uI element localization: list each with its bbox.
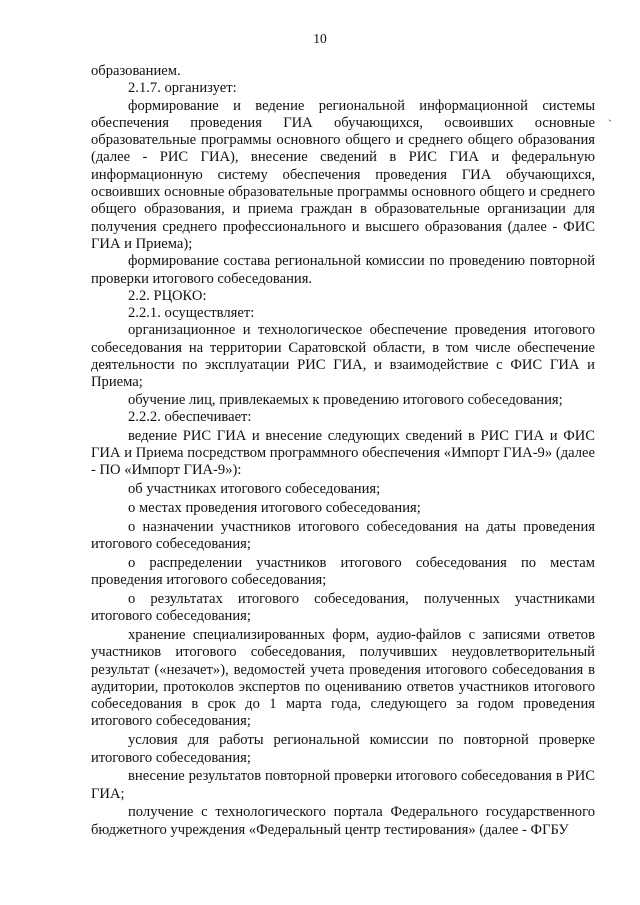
paragraph-results-entry: внесение результатов повторной проверки итогового собеседования в РИС ГИА; xyxy=(91,768,595,802)
clause-2-2-1: 2.2.1. осуществляет: xyxy=(128,305,255,322)
list-item: о назначении участников итогового собеседования на даты проведения итогового собеседования; xyxy=(91,518,595,553)
list-item: о местах проведения итогового собеседования; xyxy=(128,499,421,516)
section-2-2: 2.2. РЦОКО: xyxy=(128,287,207,304)
paragraph-ris-gia: формирование и ведение региональной информационной системы обеспечения проведения ГИА обучающихся, освоивших основные образовательные программы основного общего и среднего общего образования (далее - РИС ГИА), внесение сведений в РИС ГИА и федеральную информационную систему обеспечения проведения ГИА обучающихся, освоивших основные образовательные программы основного общего и среднего общего образования, и приема граждан в образовательные организации для получения среднего профессионального и высшего образования (далее - ФИС ГИА и Приема); xyxy=(91,97,595,252)
paragraph-storage: хранение специализированных форм, аудио-файлов с записями ответов участников итогового собеседования, получивших неудовлетворительный результат («незачет»), ведомостей учета проведения итогового собеседования в аудитории, протоколов экспертов по оцениванию ответов участников итогового собеседования в срок до 1 марта года, следующего за годом проведения итогового собеседования; xyxy=(91,627,595,730)
paragraph-portal: получение с технологического портала Федерального государственного бюджетного учреждения «Федеральный центр тестирования» (далее - ФГБУ xyxy=(91,804,595,838)
paragraph-import-software: ведение РИС ГИА и внесение следующих сведений в РИС ГИА и ФИС ГИА и Приема посредством программного обеспечения «Импорт ГИА-9» (далее - ПО «Импорт ГИА-9»): xyxy=(91,427,595,479)
paragraph-continuation: образованием. xyxy=(91,63,181,79)
clause-2-2-2: 2.2.2. обеспечивает: xyxy=(128,408,252,425)
list-item: о результатах итогового собеседования, полученных участниками итогового собеседования; xyxy=(91,590,595,625)
list-item: о распределении участников итогового собеседования по местам проведения итогового собеседования; xyxy=(91,554,595,589)
scan-mark: ` xyxy=(608,117,612,131)
paragraph-conditions: условия для работы региональной комиссии по повторной проверке итогового собеседования; xyxy=(91,732,595,766)
paragraph-org-support: организационное и технологическое обеспечение проведения итогового собеседования на территории Саратовской области, в том числе обеспечение деятельности по эксплуатации РИС ГИА, и взаимодействие с ФИС ГИА и Приема; xyxy=(91,322,595,391)
document-body xyxy=(91,63,595,839)
paragraph-commission: формирование состава региональной комиссии по проведению повторной проверки итогового собеседования. xyxy=(91,253,595,287)
paragraph-training: обучение лиц, привлекаемых к проведению итогового собеседования; xyxy=(128,391,563,408)
clause-2-1-7: 2.1.7. организует: xyxy=(128,80,237,97)
page-number: 10 xyxy=(313,31,327,46)
list-item: об участниках итогового собеседования; xyxy=(128,481,381,498)
